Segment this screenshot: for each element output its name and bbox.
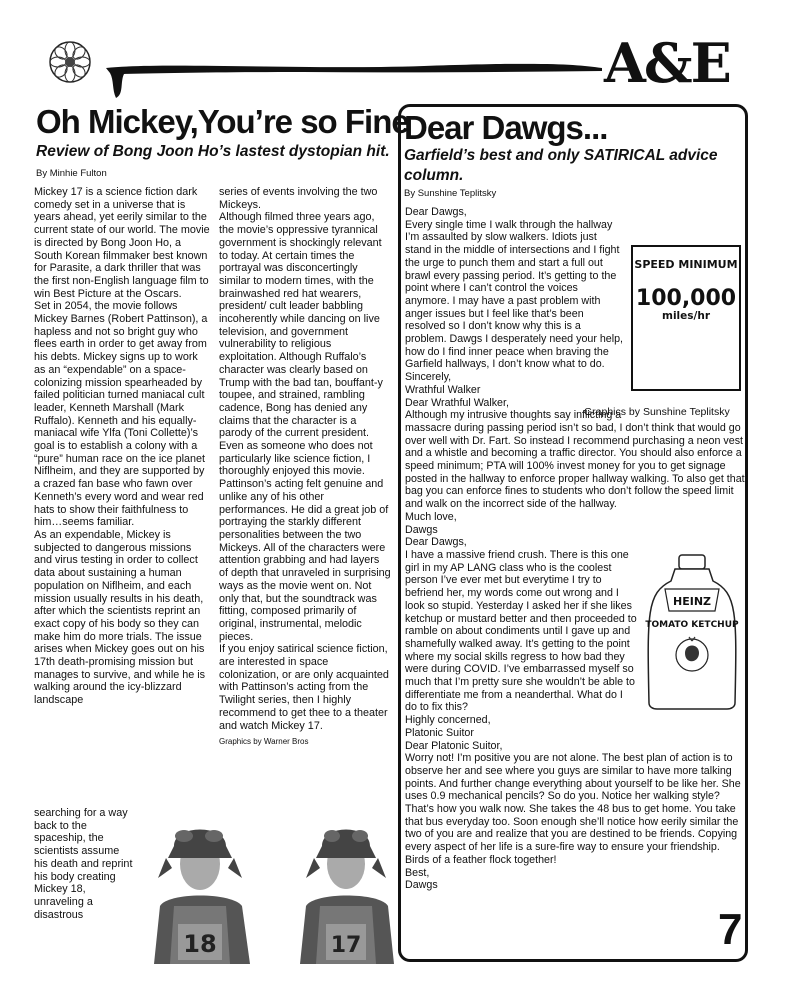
advice-headline: Dear Dawgs... (404, 109, 608, 146)
advice-line: Every single time I walk through the hallway I’m assaulted by slow walkers. Idiots just stand in the middle of intersections and I fight the urge to punch them and start a full out brawl every passing period. It’s getting to the point where I can’t control the voices anymore. I may have a past problem with anger issues but I feel like that’s been resolved so I don’t know why this is a problem. Dawgs I desperately need your help, how do I find inner peace when braving the Garfield hallways, I don’t know what to do. (405, 218, 624, 371)
article-subhead: Review of Bong Joon Ho’s lastest dystopian hit. (36, 143, 390, 160)
speed-sign-value: 100,000 (635, 286, 737, 312)
advice-line: Wrathful Walker (405, 383, 481, 396)
advice-line: Dear Dawgs, (405, 536, 467, 549)
movie-still-photo (134, 806, 266, 964)
article-paragraph: Although filmed three years ago, the movie’s oppressive tyrannical government is shockingly relevant to today. At certain times the portrayal was disconcertingly similar to modern times, with the brainwashed red hat wearers, president/ cult leader babbling incoherently while dancing on live television, and government vulnerability to religious exploitation. Although Ruffalo’s character was clearly based on Trump with the bad tan, bouffant-y toupee, and strained, rambling cadence, Bong has denied any claims that the character is a parody of the current president. (219, 211, 383, 440)
speed-sign-graphic (631, 245, 743, 409)
advice-line: Although my intrusive thoughts say inflicting a massacre during passing period isn’t so bad, I don’t think that would go over well with Dr. Fart. So instead I recommend purchasing a neon vest and a whistle and becoming a traffic director. You should also enforce a speed minimum; PTA will 100% invest money for you to get signage posted in the hallway to enforce proper hallway walking. To also get that bag you can enforce fines to students who don’t follow the speed limit and walk on the incorrect side of the hallway. (405, 409, 745, 511)
article-paragraph: Set in 2054, the movie follows Mickey Barnes (Robert Pattinson), a hapless and not so bright guy who flees earth in order to get away from his debts. Mickey signs up to work as an “expendable” on a space-colonizing mission spearheaded by failed politician turned maniacal cult leader, Kenneth Marshall (Mark Ruffalo). Kenneth and his equally-maniacal wife Ylfa (Toni Collette)’s goal is to establish a colony with a “pure” human race on the ice planet Niflheim, and they are supported by a crazed fan base who fawn over Kenneth’s every word and wear red hats to show their faithfulness to him…seems familiar. (34, 300, 208, 529)
speed-sign-unit: miles/hr (662, 310, 710, 323)
section-logo: A&E (604, 31, 730, 95)
advice-body (405, 206, 745, 892)
ketchup-bottle-graphic (641, 553, 743, 711)
article-graphics-credit: Graphics by Warner Bros (219, 737, 309, 747)
ketchup-brand: HEINZ (673, 594, 711, 608)
advice-line: I have a massive friend crush. There is this one girl in my AP LANG class who is the coolest person I’ve ever met but everytime I try to befriend her, my words come out wrong and I look so stupid. Yesterday I asked her if she likes ketchup or mustard better and then proceeded to ramble on about condiments until I gave up and shamefully walked away. It’s getting to the point where my social skills regress to how bad they were during COVID. I’ve embarrassed myself so much that I’m pretty sure she wouldn’t be able to differentiate me from a neanderthal. What do I do to fix this? (405, 548, 637, 714)
advice-line: Dawgs (405, 879, 438, 892)
ketchup-label: TOMATO KETCHUP (645, 619, 739, 630)
advice-line: Worry not! I’m positive you are not alone. The best plan of action is to observe her and see where you guys are similar to have more talking points. And further change everything about yourself to be like her. She uses 0.9 mechanical pencils? So do you. Notice her walking style? That’s how you walk now. She takes the 48 bus to get home. You take that bus everyday too. Soon enough she’ll notice how eerily similar the two of you are and realize that you are destined to be friends. Copying every aspect of her life is a sure-fire way to ensure your friendship. Birds of a feather flock together! (405, 752, 741, 866)
article-headline: Oh Mickey,You’re so Fine (36, 103, 409, 140)
advice-line: Platonic Suitor (405, 726, 474, 739)
article-column-1 (34, 186, 210, 707)
article-paragraph: As an expendable, Mickey is subjected to dangerous missions and virus testing in order to collect data about sustaining a human population on Niflheim, and each mission usually results in his death, after which the scientists reprint an exact copy of his body so they can make him do more trials. The issue arises when Mickey goes out on his 17th death-promising mission but manages to survive, and while he is walking around the icy-blizzard landscape (34, 528, 206, 707)
advice-line: Sincerely, (405, 371, 452, 384)
rosette-ornament-icon (48, 40, 92, 84)
page-number: 7 (718, 905, 743, 954)
article-paragraph: If you enjoy satirical science fiction, are interested in space colonization, or are only acquainted with Pattinson’s acting from the Twilight series, then I highly recommend to get thee to a theater and watch Mickey 17. (219, 643, 389, 732)
advice-line: Dear Wrathful Walker, (405, 396, 509, 409)
bib-number: 18 (183, 930, 217, 958)
advice-line: Best, (405, 866, 430, 879)
ketchup-bottle-icon (641, 553, 743, 711)
article-paragraph: Mickey 17 is a science fiction dark comedy set in a universe that is years ahead, yet eerily similar to the current state of our world. The movie is directed by Bong Joon Ho, a South Korean filmmaker best known for Parasite, a dark thriller that was the first non-English language film to win Best Picture at the Oscars. (34, 186, 210, 300)
brush-stroke-divider (104, 60, 604, 100)
speed-sign (631, 245, 741, 391)
advice-graphics-credit: Graphics by Sunshine Teplitsky (584, 406, 730, 418)
advice-byline: By Sunshine Teplitsky (404, 188, 497, 199)
article-byline: By Minhie Fulton (36, 168, 107, 179)
article-paragraph: Even as someone who does not particularly like science fiction, I thoroughly enjoyed this movie. Pattinson’s acting felt genuine and unlike any of his other performances. He did a great job of portraying the starkly different personalities between the two Mickeys. All of the characters were attention grabbing and had layers of depth that unraveled in surprising ways as the movie went on. Not only that, but the soundtrack was fitting, composed primarily of original, instrumental, melodic pieces. (219, 440, 391, 643)
bib-number: 17 (330, 933, 362, 958)
speed-sign-title: SPEED MINIMUM (634, 257, 738, 271)
advice-subhead: Garfield’s best and only SATIRICAL advice column. (404, 147, 718, 184)
advice-line: Much love, (405, 510, 457, 523)
advice-line: Dear Platonic Suitor, (405, 739, 503, 752)
article-paragraph: series of events involving the two Mickeys. (219, 186, 378, 211)
advice-line: Dawgs (405, 523, 438, 536)
article-column-2 (219, 186, 391, 747)
advice-line: Dear Dawgs, (405, 206, 467, 218)
movie-still-photo (296, 806, 396, 964)
article-column-1-tail: searching for a way back to the spaceship, the scientists assume his death and reprint his body creating Mickey 18, unraveling a disastrous (34, 807, 133, 921)
advice-line: Highly concerned, (405, 714, 491, 727)
